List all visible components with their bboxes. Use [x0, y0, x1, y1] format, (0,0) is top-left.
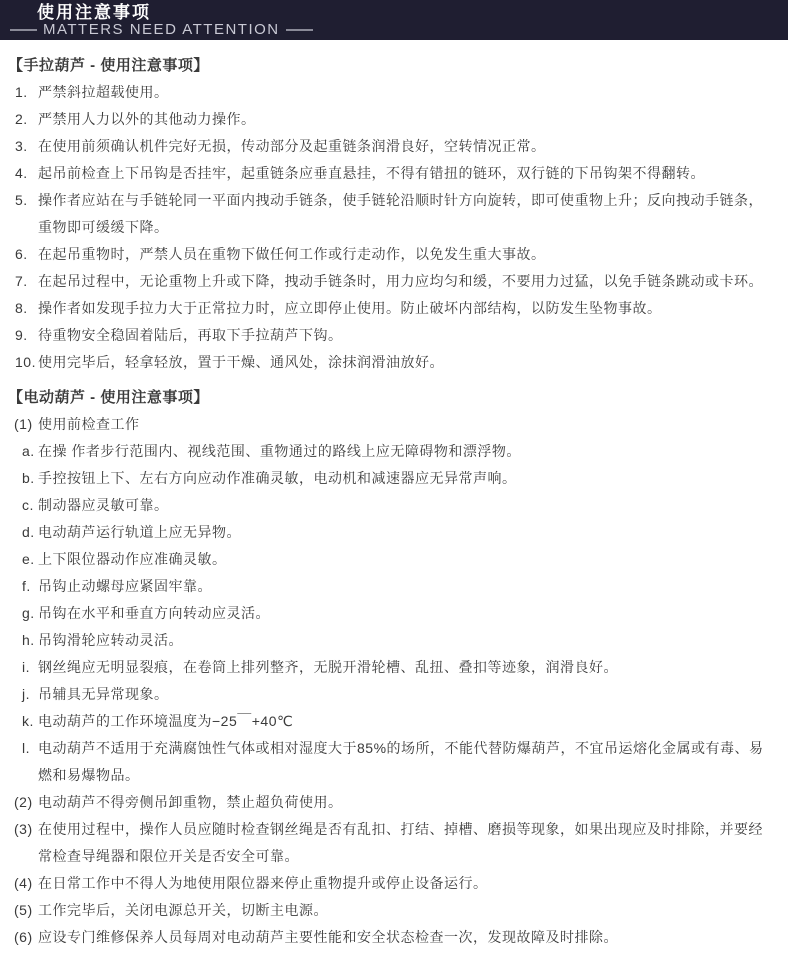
item-label: a.: [22, 443, 35, 459]
list-subitem: [0, 681, 776, 708]
item-text: 严禁用人力以外的其他动力操作。: [38, 111, 256, 127]
list-item: [0, 268, 776, 295]
page-header: [0, 0, 788, 40]
item-text: 电动葫芦运行轨道上应无异物。: [38, 524, 241, 540]
item-label: j.: [22, 686, 30, 702]
item-text: 手控按钮上下、左右方向应动作准确灵敏，电动机和减速器应无异常声响。: [38, 470, 517, 486]
item-label: 10.: [15, 354, 36, 370]
item-label: k.: [22, 713, 34, 729]
section-heading: 【电动葫芦 - 使用注意事项】: [8, 389, 209, 406]
list-subitem: [0, 600, 776, 627]
item-text: 上下限位器动作应准确灵敏。: [38, 551, 227, 567]
section-2: [0, 384, 776, 951]
list-subitem: [0, 546, 776, 573]
list-item: [0, 349, 776, 376]
item-label: b.: [22, 470, 35, 486]
page-subtitle-row: [10, 22, 788, 38]
item-label: (2): [14, 794, 33, 810]
item-text: 制动器应灵敏可靠。: [38, 497, 169, 513]
item-label: i.: [22, 659, 30, 675]
list-subitem: [0, 627, 776, 654]
list-item: [0, 870, 776, 897]
item-label: c.: [22, 497, 34, 513]
item-label: 8.: [15, 300, 28, 316]
list-subitem: [0, 573, 776, 600]
item-text: 工作完毕后，关闭电源总开关，切断主电源。: [38, 902, 328, 918]
item-label: 6.: [15, 246, 28, 262]
list-item: [0, 789, 776, 816]
item-text: 在使用过程中，操作人员应随时检查钢丝绳是否有乱扣、打结、掉槽、磨损等现象，如果出现应及时排除，并要经常检查导绳器和限位开关是否安全可靠。: [38, 821, 763, 864]
list-item: [0, 187, 776, 241]
list-subitem: [0, 735, 776, 789]
item-label: d.: [22, 524, 35, 540]
list-item: [0, 79, 776, 106]
list-item: [0, 133, 776, 160]
item-label: (1): [14, 416, 33, 432]
list-subitem: [0, 654, 776, 681]
item-label: 4.: [15, 165, 28, 181]
item-text: 钢丝绳应无明显裂痕，在卷筒上排列整齐，无脱开滑轮槽、乱扭、叠扣等迹象，润滑良好。: [38, 659, 618, 675]
item-text: 吊钩在水平和垂直方向转动应灵活。: [38, 605, 270, 621]
section-1: [0, 52, 776, 376]
list-subitem: [0, 492, 776, 519]
list-subitem: [0, 519, 776, 546]
item-text: 吊辅具无异常现象。: [38, 686, 169, 702]
page-title-en: MATTERS NEED ATTENTION: [43, 21, 280, 38]
item-label: 5.: [15, 192, 28, 208]
item-text: 待重物安全稳固着陆后，再取下手拉葫芦下钩。: [38, 327, 343, 343]
list-item: [0, 924, 776, 951]
page-title-zh: 使用注意事项: [37, 3, 151, 22]
item-label: 1.: [15, 84, 28, 100]
item-text: 吊钩滑轮应转动灵活。: [38, 632, 183, 648]
list-item: [0, 322, 776, 349]
item-text: 在起吊重物时，严禁人员在重物下做任何工作或行走动作，以免发生重大事故。: [38, 246, 546, 262]
item-label: 3.: [15, 138, 28, 154]
item-label: g.: [22, 605, 35, 621]
item-label: l.: [22, 740, 30, 756]
item-text: 电动葫芦的工作环境温度为−25￣+40℃: [38, 713, 294, 729]
item-label: 7.: [15, 273, 28, 289]
item-text: 吊钩止动螺母应紧固牢靠。: [38, 578, 212, 594]
item-text: 在日常工作中不得人为地使用限位器来停止重物提升或停止设备运行。: [38, 875, 488, 891]
item-text: 使用前检查工作: [38, 416, 140, 432]
list-item: [0, 160, 776, 187]
item-text: 起吊前检查上下吊钩是否挂牢，起重链条应垂直悬挂，不得有错扭的链环，双行链的下吊钩架不得翻转。: [38, 165, 705, 181]
item-text: 在使用前须确认机件完好无损，传动部分及起重链条润滑良好，空转情况正常。: [38, 138, 546, 154]
list-item: [0, 897, 776, 924]
item-label: h.: [22, 632, 35, 648]
item-text: 使用完毕后，轻拿轻放，置于干燥、通风处，涂抹润滑油放好。: [38, 354, 444, 370]
item-text: 在起吊过程中，无论重物上升或下降，拽动手链条时，用力应均匀和缓，不要用力过猛，以免手链条跳动或卡环。: [38, 273, 763, 289]
list-item: [0, 816, 776, 870]
item-label: (4): [14, 875, 33, 891]
item-label: (6): [14, 929, 33, 945]
item-label: (5): [14, 902, 33, 918]
item-text: 操作者应站在与手链轮同一平面内拽动手链条，使手链轮沿顺时针方向旋转，即可使重物上升；反向拽动手链条，重物即可缓缓下降。: [38, 192, 763, 235]
item-label: 2.: [15, 111, 28, 127]
list-subitem: [0, 438, 776, 465]
dash-line-left: [10, 29, 37, 31]
item-text: 严禁斜拉超载使用。: [38, 84, 169, 100]
list-item: [0, 241, 776, 268]
item-label: (3): [14, 821, 33, 837]
list-item: [0, 106, 776, 133]
item-text: 应设专门维修保养人员每周对电动葫芦主要性能和安全状态检查一次，发现故障及时排除。: [38, 929, 618, 945]
item-text: 电动葫芦不得旁侧吊卸重物，禁止超负荷使用。: [38, 794, 343, 810]
dash-line-right: [286, 29, 313, 31]
list-item: [0, 295, 776, 322]
item-text: 在操 作者步行范围内、视线范围、重物通过的路线上应无障碍物和漂浮物。: [38, 443, 521, 459]
item-label: e.: [22, 551, 35, 567]
item-text: 操作者如发现手拉力大于正常拉力时，应立即停止使用。防止破坏内部结构，以防发生坠物事故。: [38, 300, 662, 316]
list-item: [0, 411, 776, 438]
item-text: 电动葫芦不适用于充满腐蚀性气体或相对湿度大于85%的场所，不能代替防爆葫芦，不宜吊运熔化金属或有毒、易燃和易爆物品。: [38, 740, 764, 783]
document-body: [0, 40, 788, 951]
section-heading: 【手拉葫芦 - 使用注意事项】: [8, 57, 209, 74]
list-subitem: [0, 465, 776, 492]
item-label: f.: [22, 578, 31, 594]
item-label: 9.: [15, 327, 28, 343]
list-subitem: [0, 708, 776, 735]
